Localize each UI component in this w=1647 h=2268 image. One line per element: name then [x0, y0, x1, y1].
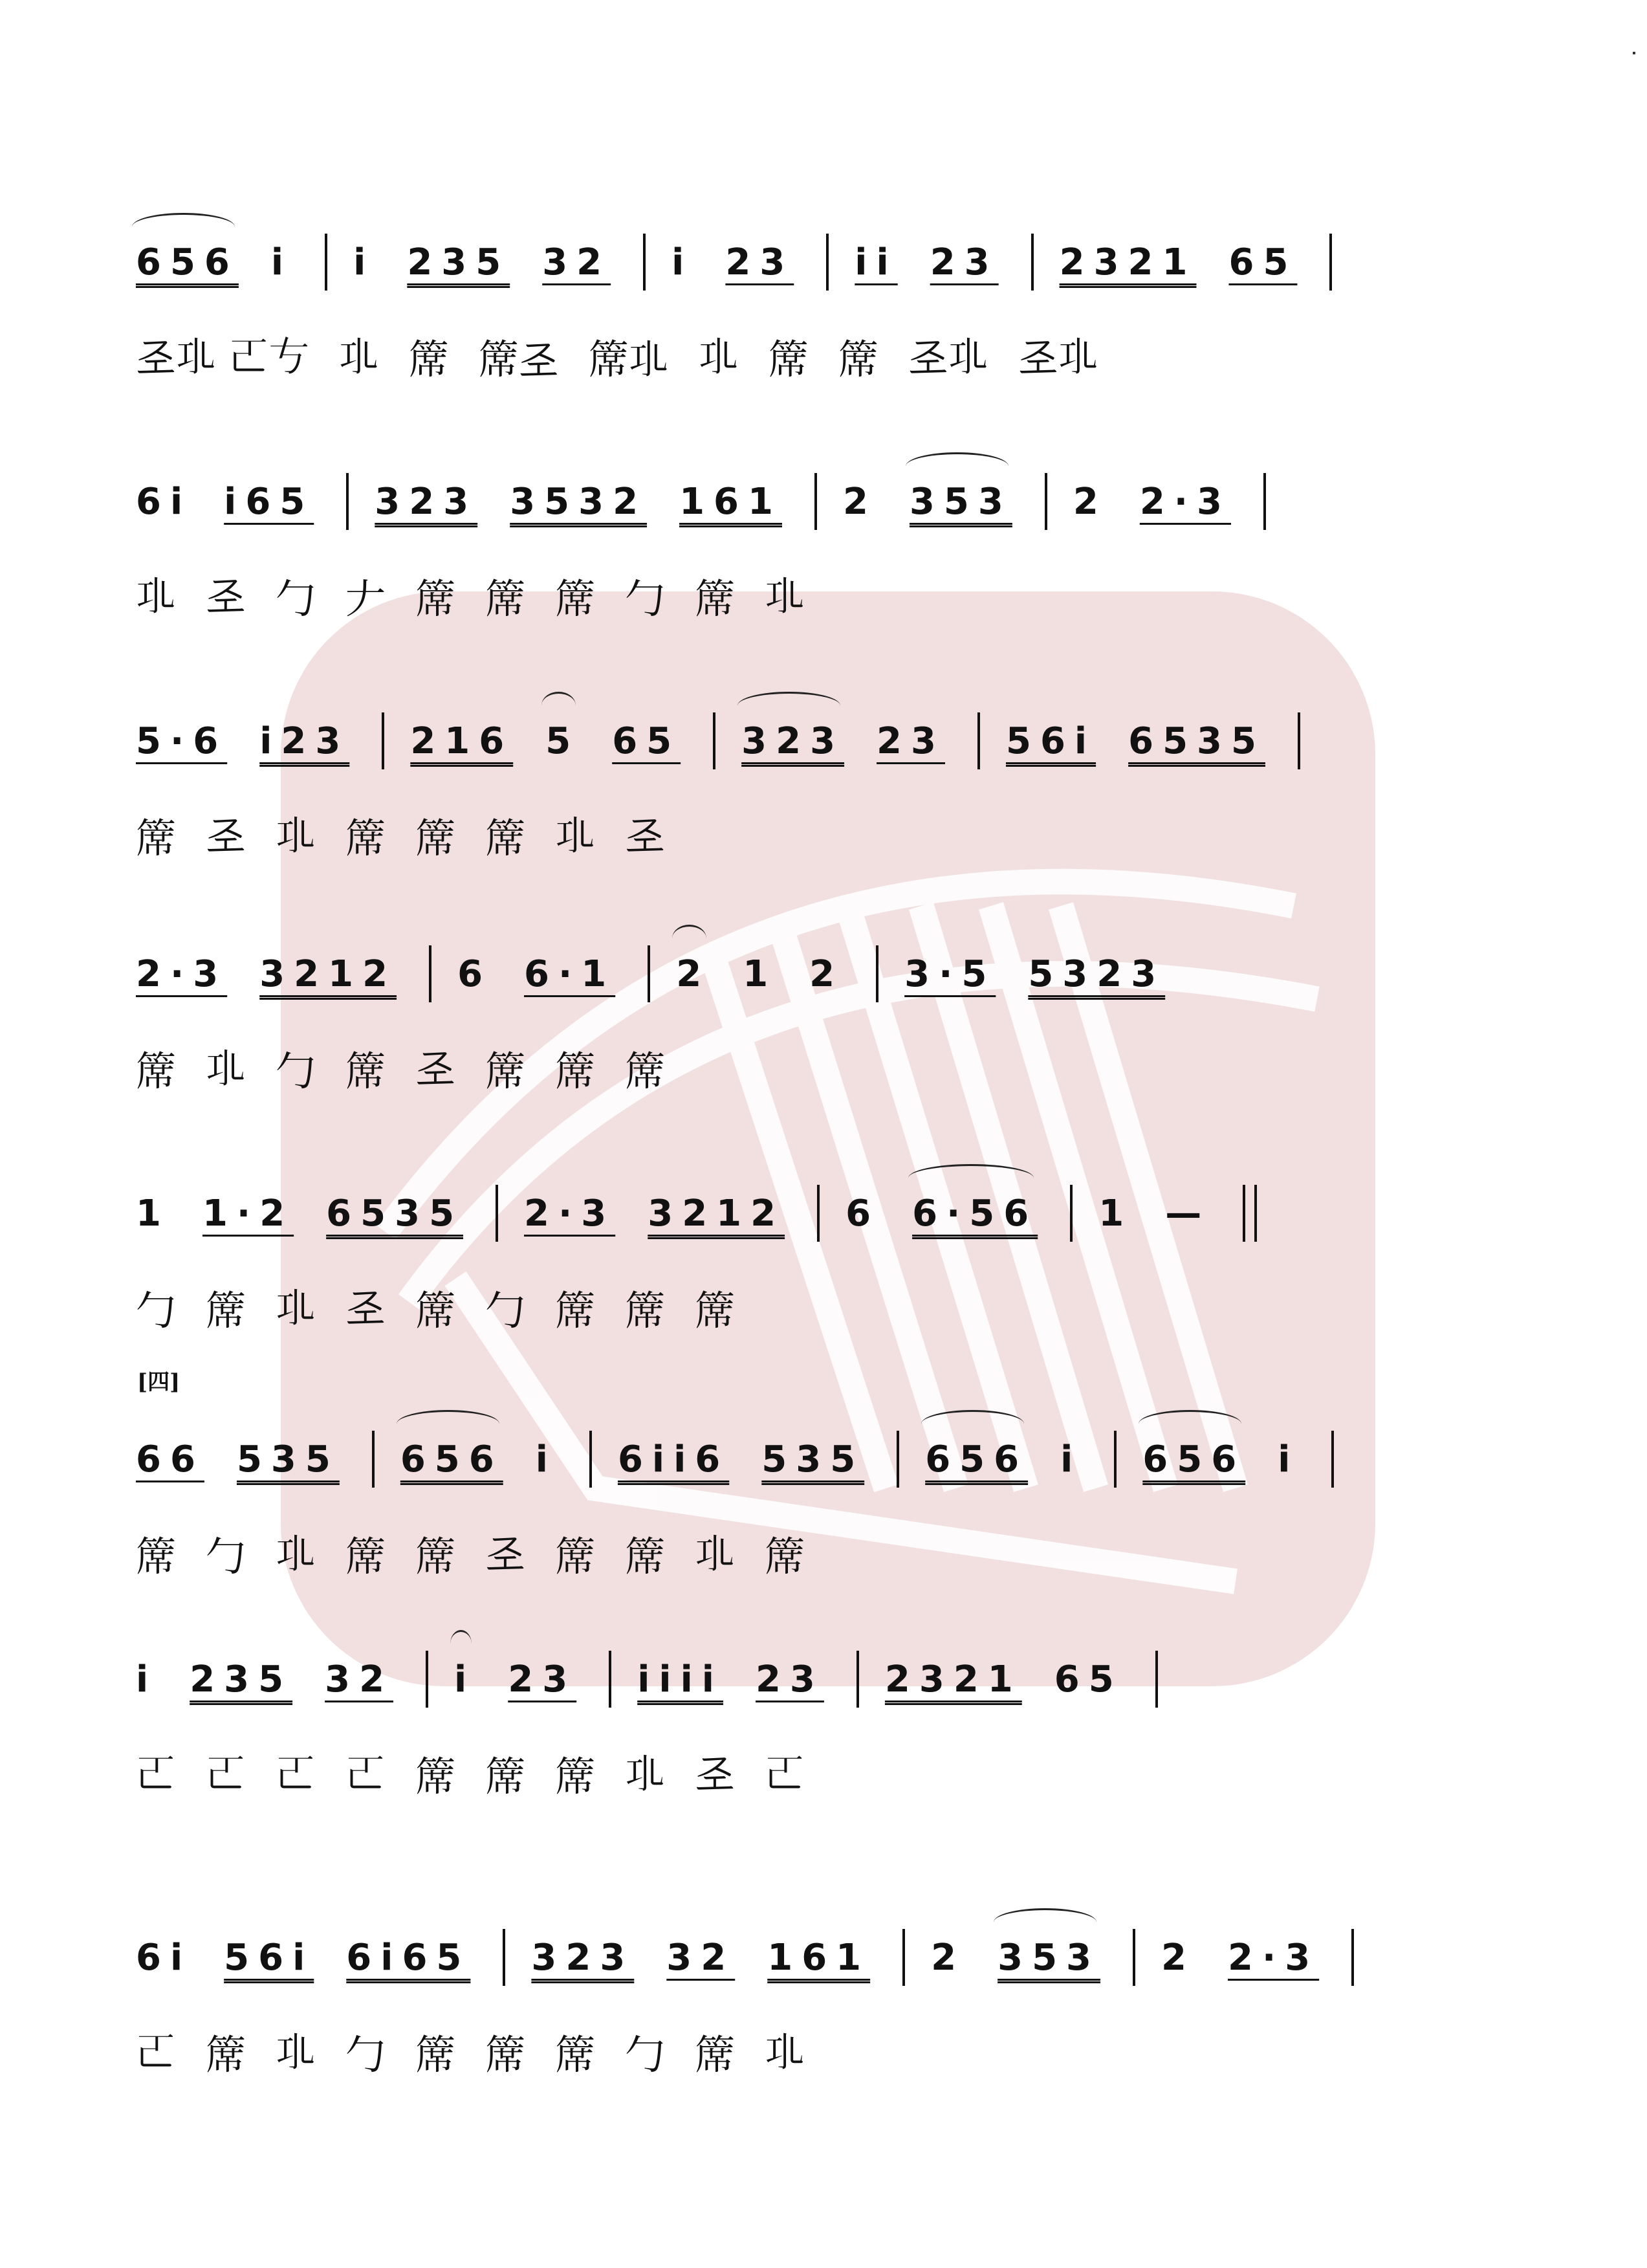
- note-group: 2321: [884, 1658, 1022, 1701]
- note-group: 2: [1073, 480, 1107, 523]
- tablature-glyph: 𥱊: [695, 2031, 736, 2078]
- note-group: 6i: [136, 480, 192, 523]
- jianpu-line: [136, 1631, 1468, 1728]
- note-group: 1: [1098, 1192, 1133, 1235]
- jianzipu-line: [136, 796, 1468, 874]
- barline: [426, 1651, 428, 1708]
- tablature-glyph: 𥱊: [838, 335, 878, 383]
- note-group: 65: [1054, 1658, 1123, 1701]
- note-group: —: [1165, 1192, 1211, 1235]
- barline: [1031, 234, 1034, 291]
- jianpu-line: [136, 925, 1468, 1022]
- score-system: [136, 1631, 1468, 1825]
- tablature-glyph: 𥱊𢀖: [478, 335, 559, 383]
- tablature-glyph: 𥱊: [555, 1286, 596, 1334]
- tablature-glyph: 𥱊: [485, 2031, 526, 2078]
- tablature-glyph: 𥱊: [415, 1286, 456, 1334]
- slur-mark: [132, 213, 235, 241]
- tablature-glyph: 勹: [276, 575, 316, 622]
- note-group: 3212: [259, 952, 397, 995]
- note-group: 6: [457, 952, 492, 995]
- tablature-glyph: 𥱊: [555, 1047, 596, 1095]
- tablature-glyph: 𥱊: [136, 1532, 177, 1580]
- barline: [897, 1431, 899, 1488]
- jianzipu-line: [136, 1268, 1468, 1346]
- note-group: 323: [741, 720, 844, 762]
- note-group: 216: [410, 720, 514, 762]
- barline: [503, 1929, 505, 1986]
- note-group: 56i: [1005, 720, 1096, 762]
- jianzipu-line: [136, 317, 1468, 395]
- note-group: 6i65: [346, 1936, 471, 1979]
- note-group: 6·56: [912, 1193, 1038, 1235]
- slur-mark: [921, 1410, 1024, 1438]
- note-group: 1·2: [202, 1192, 294, 1235]
- jianpu-line: [136, 1411, 1468, 1508]
- barline: [713, 712, 715, 769]
- jianzipu-line: [136, 556, 1468, 634]
- note-group: i23: [259, 720, 350, 762]
- note-group: 353: [910, 481, 1012, 523]
- tablature-glyph: 𢀗: [338, 333, 379, 380]
- note-group: 66: [136, 1438, 204, 1481]
- tablature-glyph: 𥱊: [625, 1286, 666, 1334]
- note-group: 2·3: [524, 1192, 616, 1235]
- note-group: 56i: [224, 1936, 314, 1979]
- note-group: 1: [743, 952, 778, 995]
- tablature-glyph: 𥱊: [768, 335, 809, 383]
- note-group: i: [1278, 1438, 1300, 1481]
- note-group: 656: [136, 241, 239, 283]
- section-label: [四]: [137, 1369, 180, 1395]
- tablature-glyph: 𥱊: [695, 1286, 736, 1334]
- tablature-glyph: 𢀖: [695, 1749, 736, 1797]
- note-group: i65: [224, 480, 314, 523]
- tablature-glyph: 𥱊: [408, 335, 449, 383]
- tablature-glyph: 𢀗: [625, 1750, 666, 1798]
- tablature-glyph: 𢀗: [136, 573, 177, 620]
- tablature-glyph: 𥱊: [136, 814, 177, 862]
- tablature-glyph: 𢀖: [206, 571, 246, 619]
- note-group: 2·3: [136, 952, 228, 995]
- note-group: 323: [531, 1936, 635, 1979]
- note-group: 5·6: [136, 720, 228, 762]
- score-system: [136, 1411, 1468, 1605]
- jianpu-line: [136, 1165, 1468, 1262]
- note-group: 323: [375, 480, 478, 523]
- barline: [1133, 1929, 1135, 1986]
- tablature-glyph: 勹: [136, 1286, 177, 1334]
- jianzipu-line: [136, 1734, 1468, 1812]
- slur-mark: [737, 692, 840, 720]
- tablature-glyph: 𥱊: [485, 575, 526, 622]
- jianpu-line: [136, 692, 1468, 789]
- note-group: ii: [855, 241, 898, 283]
- tablature-glyph: 𠀀: [345, 1750, 386, 1798]
- note-group: 5323: [1028, 952, 1166, 995]
- tablature-glyph: 𢀗: [276, 812, 316, 859]
- barline: [876, 945, 878, 1002]
- score-system: [136, 925, 1468, 1119]
- tablature-glyph: 𥱊: [555, 2031, 596, 2078]
- tablature-glyph: 𢀗: [555, 812, 596, 859]
- barline: [325, 234, 327, 291]
- barline: [1263, 473, 1266, 530]
- tablature-glyph: 勹: [345, 2031, 386, 2078]
- tablature-glyph: 𠀀: [765, 1750, 805, 1798]
- note-group: 23: [877, 720, 945, 762]
- barline: [1329, 234, 1332, 291]
- score-system: [136, 214, 1468, 408]
- tablature-glyph: 𢀖: [206, 811, 246, 859]
- note-group: 161: [679, 480, 782, 523]
- note-group: 161: [767, 1936, 871, 1979]
- tablature-glyph: 𢀖𢀗: [908, 333, 988, 380]
- barline: [1045, 473, 1047, 530]
- slur-mark: [906, 452, 1009, 480]
- note-group: 3·5: [904, 952, 996, 995]
- tablature-glyph: 𥱊: [415, 2031, 456, 2078]
- note-group: 656: [400, 1438, 503, 1481]
- note-group: 353: [998, 1937, 1100, 1979]
- note-group: 32: [666, 1936, 736, 1979]
- tablature-glyph: 𥱊: [415, 1752, 456, 1800]
- slur-mark: [397, 1410, 499, 1438]
- barline: [817, 1185, 820, 1242]
- jianzipu-line: [136, 2012, 1468, 2090]
- note-group: 656: [1142, 1438, 1245, 1481]
- note-group: 2: [842, 480, 877, 523]
- jianpu-line: [136, 1909, 1468, 2006]
- note-group: 656: [925, 1438, 1028, 1481]
- tablature-glyph: 𢀖: [345, 1283, 386, 1331]
- jianzipu-line: [136, 1029, 1468, 1106]
- tablature-glyph: 勹: [276, 1047, 316, 1095]
- tablature-glyph: 𠀀: [136, 1750, 177, 1798]
- tablature-glyph: 𢀖: [415, 1044, 456, 1092]
- jianzipu-line: [136, 1514, 1468, 1592]
- tablature-glyph: 𥱊: [206, 1286, 246, 1334]
- jianpu-line: [136, 453, 1468, 550]
- tablature-glyph: 𢀖: [485, 1529, 526, 1577]
- note-group: 23: [930, 241, 999, 283]
- note-group: 23: [725, 241, 794, 283]
- note-group: 535: [236, 1438, 340, 1481]
- note-group: 65: [1228, 241, 1298, 283]
- tablature-glyph: 𠀀: [136, 2029, 177, 2076]
- tablature-glyph: 𢀗: [765, 573, 805, 620]
- barline: [814, 473, 817, 530]
- note-group: i: [270, 241, 293, 283]
- barline: [346, 473, 349, 530]
- note-group: i: [671, 241, 693, 283]
- note-group: 535: [761, 1438, 865, 1481]
- note-group: 32: [325, 1658, 394, 1701]
- note-group: 235: [407, 241, 510, 283]
- note-group: 3212: [648, 1192, 785, 1235]
- note-group: 32: [542, 241, 611, 283]
- barline: [856, 1651, 859, 1708]
- tablature-glyph: 𢀗: [765, 2029, 805, 2076]
- score-system: [136, 1909, 1468, 2103]
- note-group: 235: [190, 1658, 293, 1701]
- barline: [589, 1431, 592, 1488]
- score-system: [136, 692, 1468, 886]
- tablature-glyph: 𥱊: [136, 1047, 177, 1095]
- slur-mark: [908, 1164, 1034, 1192]
- barline: [382, 712, 384, 769]
- tablature-glyph: 勹: [206, 1532, 246, 1580]
- tablature-glyph: 𥱊: [485, 1752, 526, 1800]
- tablature-glyph: 𥱊: [345, 814, 386, 862]
- barline: [643, 234, 646, 291]
- tablature-glyph: 勹: [625, 575, 666, 622]
- note-group: 2·3: [1227, 1936, 1320, 1979]
- slur-mark: [1139, 1410, 1241, 1438]
- tablature-glyph: 𥱊: [555, 1532, 596, 1580]
- slur-mark: [541, 692, 576, 720]
- note-group: i: [136, 1658, 158, 1701]
- barline: [648, 945, 650, 1002]
- tablature-glyph: 𥱊: [695, 575, 736, 622]
- jianpu-line: [136, 214, 1468, 311]
- slur-mark: [994, 1908, 1096, 1936]
- barline: [1070, 1185, 1073, 1242]
- barline: [429, 945, 431, 1002]
- tablature-glyph: 𥱊: [415, 814, 456, 862]
- note-group: 2: [676, 953, 710, 995]
- note-group: 6535: [1128, 720, 1265, 762]
- note-group: 6535: [326, 1192, 464, 1235]
- note-group: 3532: [510, 480, 648, 523]
- tablature-glyph: 𢀖𢀗 𠀀𠀁: [136, 333, 309, 380]
- tablature-glyph: 𢀗: [276, 2029, 316, 2076]
- tablature-glyph: 𢀗: [695, 1530, 736, 1578]
- tablature-glyph: 𥱊: [345, 1532, 386, 1580]
- tablature-glyph: 𥱊: [345, 1047, 386, 1095]
- slur-mark: [672, 925, 706, 952]
- tablature-glyph: 𥱊: [555, 575, 596, 622]
- tablature-glyph: 𢀖𢀗: [1018, 333, 1098, 380]
- barline: [372, 1431, 375, 1488]
- tablature-glyph: 𠂇: [345, 575, 386, 622]
- note-group: 23: [755, 1658, 824, 1701]
- tablature-glyph: 𥱊: [765, 1532, 805, 1580]
- tablature-glyph: 𥱊: [625, 1532, 666, 1580]
- note-group: i: [454, 1658, 475, 1701]
- tablature-glyph: 𠀀: [206, 1750, 246, 1798]
- tablature-glyph: 𢀖: [625, 811, 666, 859]
- barline: [1114, 1431, 1117, 1488]
- note-group: 6ii6: [617, 1438, 730, 1481]
- tablature-glyph: 𢀗: [276, 1530, 316, 1578]
- note-group: 6i: [136, 1936, 192, 1979]
- tablature-glyph: 勹: [625, 2031, 666, 2078]
- note-group: 2: [1161, 1936, 1195, 1979]
- note-group: 2: [809, 952, 844, 995]
- speck-mark: [1633, 52, 1635, 54]
- note-group: 2321: [1059, 241, 1197, 283]
- barline: [1298, 712, 1300, 769]
- note-group: 2·3: [1139, 480, 1232, 523]
- note-group: 6: [845, 1192, 880, 1235]
- note-group: i: [535, 1438, 557, 1481]
- slur-mark: [450, 1630, 472, 1658]
- tablature-glyph: 𢀗: [206, 1045, 246, 1092]
- score-system: [136, 1165, 1468, 1359]
- barline: [1331, 1431, 1334, 1488]
- note-group: i: [353, 241, 375, 283]
- tablature-glyph: 𥱊: [415, 575, 456, 622]
- tablature-glyph: 𥱊𢀗: [588, 335, 669, 383]
- note-group: 6·1: [524, 952, 616, 995]
- tablature-glyph: 𥱊: [206, 2031, 246, 2078]
- note-group: 2: [931, 1936, 966, 1979]
- tablature-glyph: 𢀗: [276, 1284, 316, 1332]
- note-group: 1: [136, 1192, 170, 1235]
- barline: [826, 234, 829, 291]
- barline: [1351, 1929, 1354, 1986]
- tablature-glyph: 𥱊: [485, 814, 526, 862]
- tablature-glyph: 𥱊: [555, 1752, 596, 1800]
- barline: [496, 1185, 498, 1242]
- tablature-glyph: 𥱊: [485, 1047, 526, 1095]
- note-group: i: [1060, 1438, 1082, 1481]
- note-group: iiii: [637, 1658, 723, 1701]
- tablature-glyph: 𠀀: [276, 1750, 316, 1798]
- barline: [902, 1929, 905, 1986]
- tablature-glyph: 勹: [485, 1286, 526, 1334]
- tablature-glyph: 𥱊: [625, 1047, 666, 1095]
- barline: [1155, 1651, 1158, 1708]
- note-group: 5: [545, 720, 580, 762]
- note-group: 23: [508, 1658, 577, 1701]
- note-group: 65: [612, 720, 681, 762]
- tablature-glyph: 𥱊: [415, 1532, 456, 1580]
- barline: [977, 712, 980, 769]
- score-system: [136, 453, 1468, 647]
- tablature-glyph: 𢀗: [698, 333, 739, 380]
- barline: [609, 1651, 611, 1708]
- final-barline: [1243, 1185, 1257, 1242]
